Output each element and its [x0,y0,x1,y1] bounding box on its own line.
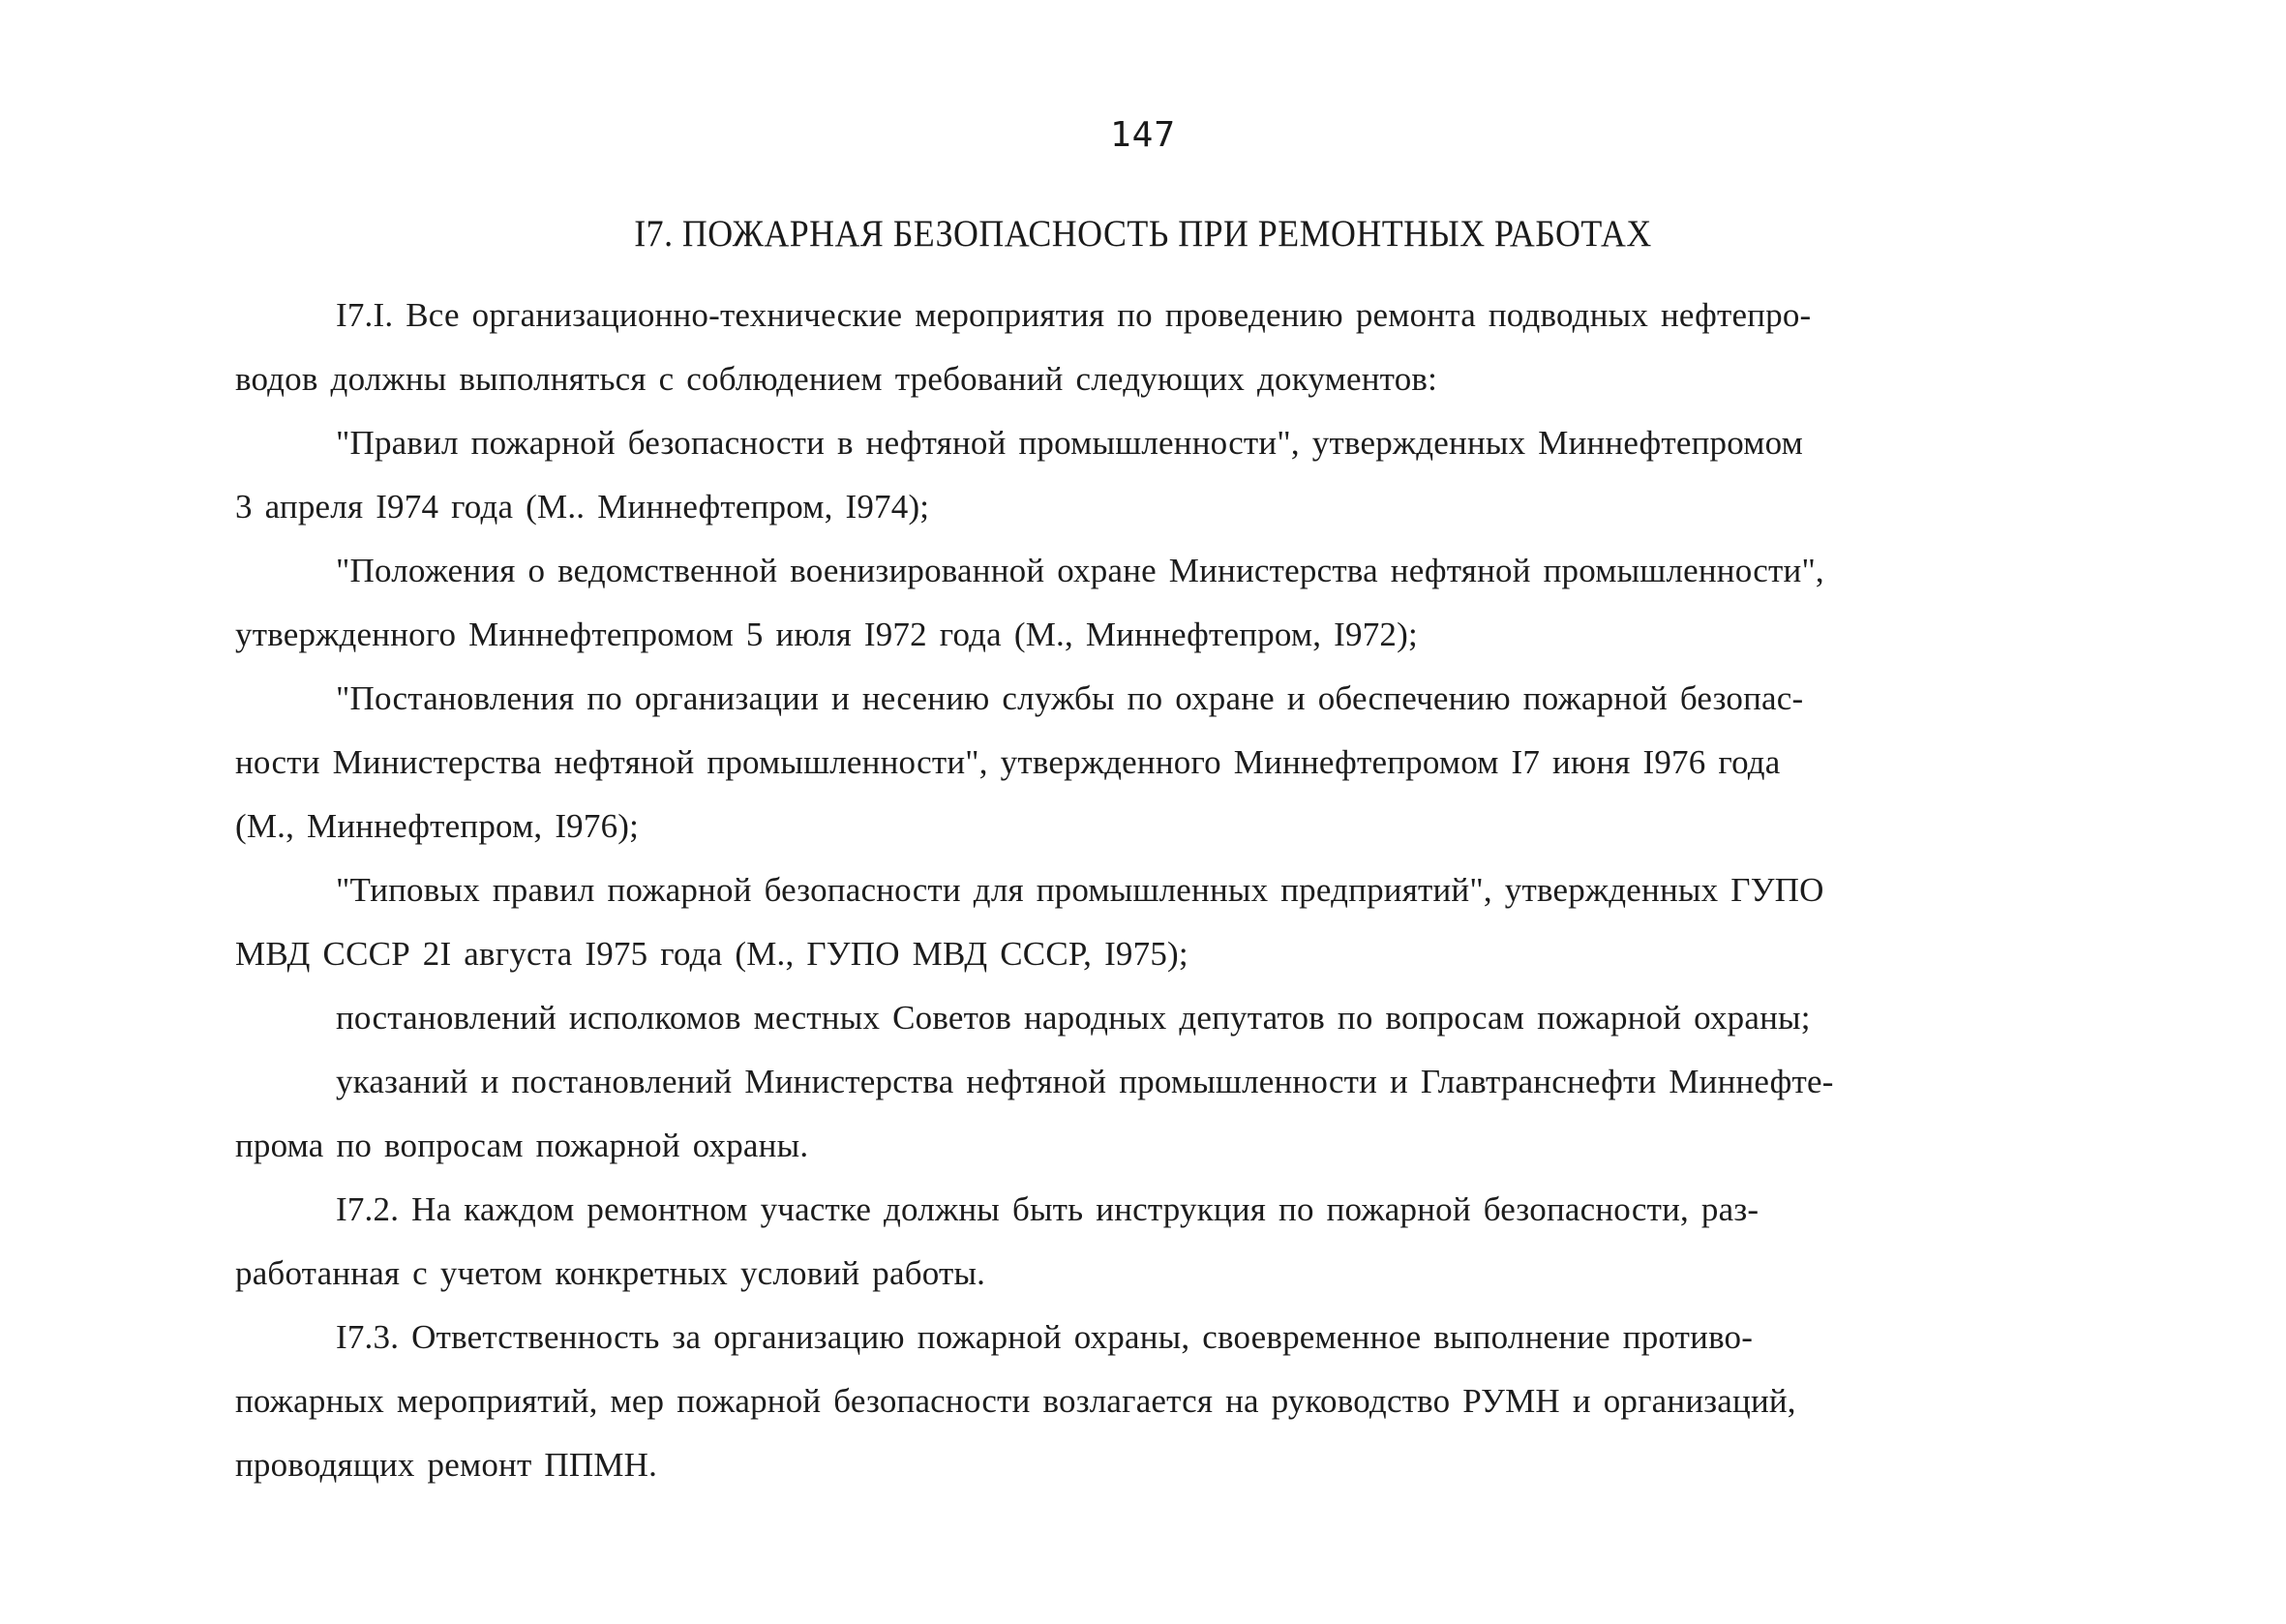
section-title: I7. ПОЖАРНАЯ БЕЗОПАСНОСТЬ ПРИ РЕМОНТНЫХ РАБОТАХ [634,213,1652,255]
text-line: (М., Миннефтепром, I976); [235,807,640,845]
text-line: "Постановления по организации и несению службы по охране и обеспечению пожарной безопас- [336,679,1804,717]
text-line: I7.2. На каждом ремонтном участке должны быть инструкция по пожарной безопасности, раз- [336,1190,1760,1228]
text-line: прома по вопросам пожарной охраны. [235,1127,809,1164]
page-number: 147 [1109,115,1177,155]
text-line: "Правил пожарной безопасности в нефтяной промышленности", утвержденных Миннефтепромом [336,424,1804,462]
text-line: указаний и постановлений Министерства нефтяной промышленности и Главтранснефти Миннефте- [336,1063,1834,1100]
text-line: постановлений исполкомов местных Советов народных депутатов по вопросам пожарной охраны; [336,999,1811,1037]
text-line: 3 апреля I974 года (М.. Миннефтепром, I974); [235,488,930,526]
text-line: утвержденного Миннефтепромом 5 июля I972 года (М., Миннефтепром, I972); [235,616,1418,653]
text-line: ности Министерства нефтяной промышленности", утвержденного Миннефтепромом I7 июня I976 года [235,743,1781,781]
text-line: I7.I. Все организационно-технические мероприятия по проведению ремонта подводных нефтепро- [336,296,1812,334]
text-line: работанная с учетом конкретных условий работы. [235,1254,986,1292]
text-line: "Типовых правил пожарной безопасности для промышленных предприятий", утвержденных ГУПО [336,871,1824,909]
text-line: проводящих ремонт ППМН. [235,1446,658,1484]
text-line: пожарных мероприятий, мер пожарной безопасности возлагается на руководство РУМН и организаций, [235,1382,1796,1420]
text-line: водов должны выполняться с соблюдением требований следующих документов: [235,360,1438,398]
text-line: "Положения о ведомственной военизированной охране Министерства нефтяной промышленности", [336,552,1824,589]
text-line: I7.3. Ответственность за организацию пожарной охраны, своевременное выполнение противо- [336,1318,1754,1356]
text-line: МВД СССР 2I августа I975 года (М., ГУПО МВД СССР, I975); [235,935,1188,973]
